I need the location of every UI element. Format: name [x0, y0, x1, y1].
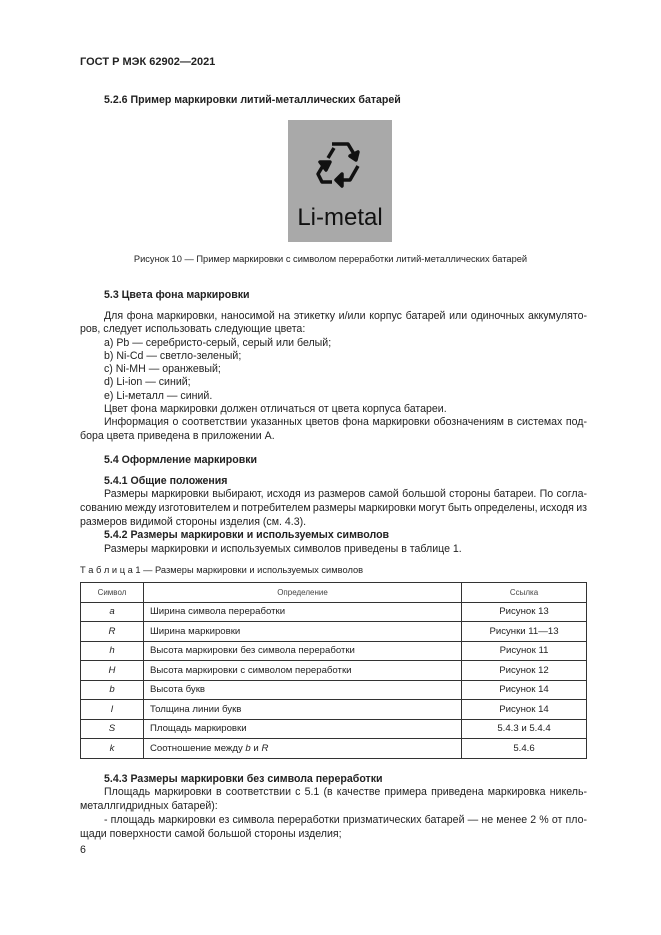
column-header: Определение	[144, 583, 462, 603]
definition-cell: Высота маркировки без символа переработки	[144, 641, 462, 661]
section-5-4-heading: 5.4 Оформление маркировки	[104, 454, 258, 466]
table-row	[81, 602, 587, 622]
table-caption-prefix: Т а б л и ц а 1	[80, 565, 141, 575]
paragraph-line	[104, 310, 587, 323]
table-caption-text: — Размеры маркировки и используемых символов	[140, 565, 364, 575]
dimensions-table	[80, 582, 587, 759]
list-item: b) Ni-Cd — светло-зеленый;	[104, 350, 242, 362]
table-caption	[80, 564, 587, 577]
definition-cell	[144, 739, 462, 759]
recycle-icon	[314, 138, 366, 190]
symbol-cell: l	[81, 700, 144, 720]
reference-cell: Рисунки 11—13	[462, 622, 587, 642]
symbol-r: R	[261, 742, 269, 754]
paragraph-line	[104, 488, 587, 501]
table-row	[81, 641, 587, 661]
paragraph-line: размеров видимой стороны изделия (см. 4.3).	[80, 516, 307, 528]
paragraph-line: щади поверхности самой большой стороны изделия;	[80, 828, 342, 840]
table-row	[81, 622, 587, 642]
section-5-4-1-heading: 5.4.1 Общие положения	[104, 475, 228, 487]
symbol-cell: k	[81, 739, 144, 759]
line-text: Информация о соответствии указанных цветов фона маркировки обозначениям в системах под-	[104, 416, 587, 428]
table-header-row	[81, 583, 587, 603]
list-item: c) Ni-MH — оранжевый;	[104, 363, 221, 375]
definition-cell: Высота букв	[144, 680, 462, 700]
document-header: ГОСТ Р МЭК 62902—2021	[80, 56, 216, 68]
table-row	[81, 719, 587, 739]
column-header: Ссылка	[462, 583, 587, 603]
paragraph-line: ров, следует использовать следующие цвета:	[80, 323, 306, 335]
section-5-4-3-heading: 5.4.3 Размеры маркировки без символа переработки	[104, 773, 383, 785]
symbol-cell: h	[81, 641, 144, 661]
reference-cell: Рисунок 11	[462, 641, 587, 661]
paragraph-line: Цвет фона маркировки должен отличаться от цвета корпуса батареи.	[104, 403, 447, 415]
symbol-cell: H	[81, 661, 144, 681]
reference-cell: 5.4.6	[462, 739, 587, 759]
list-item: a) Pb — серебристо-серый, серый или белый;	[104, 337, 332, 349]
definition-text: Соотношение между	[150, 742, 246, 754]
symbol-cell: R	[81, 622, 144, 642]
line-text: - площадь маркировки ез символа переработки призматических батарей — не менее 2 % от пло-	[104, 814, 587, 826]
paragraph-line: Размеры маркировки и используемых символов приведены в таблице 1.	[104, 543, 462, 555]
reference-cell: Рисунок 14	[462, 700, 587, 720]
line-text: сованию между изготовителем и потребителем размеры маркировки могут быть определены, исходя из	[80, 502, 587, 514]
definition-cell: Ширина символа переработки	[144, 602, 462, 622]
definition-cell: Толщина линии букв	[144, 700, 462, 720]
line-text: Для фона маркировки, наносимой на этикетку и/или корпус батарей или одиночных аккумулято-	[104, 310, 587, 322]
paragraph-line	[104, 814, 587, 827]
paragraph-line	[104, 786, 587, 799]
symbol-cell: b	[81, 680, 144, 700]
paragraph-line	[104, 416, 587, 429]
definition-cell: Высота маркировки с символом переработки	[144, 661, 462, 681]
reference-cell: 5.4.3 и 5.4.4	[462, 719, 587, 739]
figure-label: Li-metal	[297, 204, 383, 231]
column-header: Символ	[81, 583, 144, 603]
line-text: Площадь маркировки в соответствии с 5.1 (в качестве примера приведена маркировка никель-	[104, 786, 587, 798]
definition-cell: Ширина маркировки	[144, 622, 462, 642]
li-metal-marking-figure	[288, 120, 392, 242]
list-item: d) Li-ion — синий;	[104, 376, 191, 388]
table-row	[81, 700, 587, 720]
section-5-4-2-heading: 5.4.2 Размеры маркировки и используемых символов	[104, 529, 390, 541]
table-row	[81, 739, 587, 759]
conjunction: и	[250, 742, 262, 754]
section-5-2-6-heading: 5.2.6 Пример маркировки литий-металлических батарей	[104, 94, 401, 106]
table-row	[81, 680, 587, 700]
line-text: Размеры маркировки выбирают, исходя из размеров самой большой стороны батареи. По согла-	[104, 488, 587, 500]
table-row	[81, 661, 587, 681]
paragraph-line	[80, 502, 587, 515]
reference-cell: Рисунок 13	[462, 602, 587, 622]
symbol-cell: a	[81, 602, 144, 622]
page-number: 6	[80, 844, 86, 856]
paragraph-line: металлгидридных батарей):	[80, 800, 218, 812]
reference-cell: Рисунок 12	[462, 661, 587, 681]
figure-caption: Рисунок 10 — Пример маркировки с символом переработки литий-металлических батарей	[133, 254, 528, 264]
symbol-b: b	[245, 742, 251, 754]
list-item: e) Li-металл — синий.	[104, 390, 213, 402]
paragraph-line: бора цвета приведена в приложении А.	[80, 430, 275, 442]
symbol-cell: S	[81, 719, 144, 739]
section-5-3-heading: 5.3 Цвета фона маркировки	[104, 289, 250, 301]
definition-cell: Площадь маркировки	[144, 719, 462, 739]
reference-cell: Рисунок 14	[462, 680, 587, 700]
